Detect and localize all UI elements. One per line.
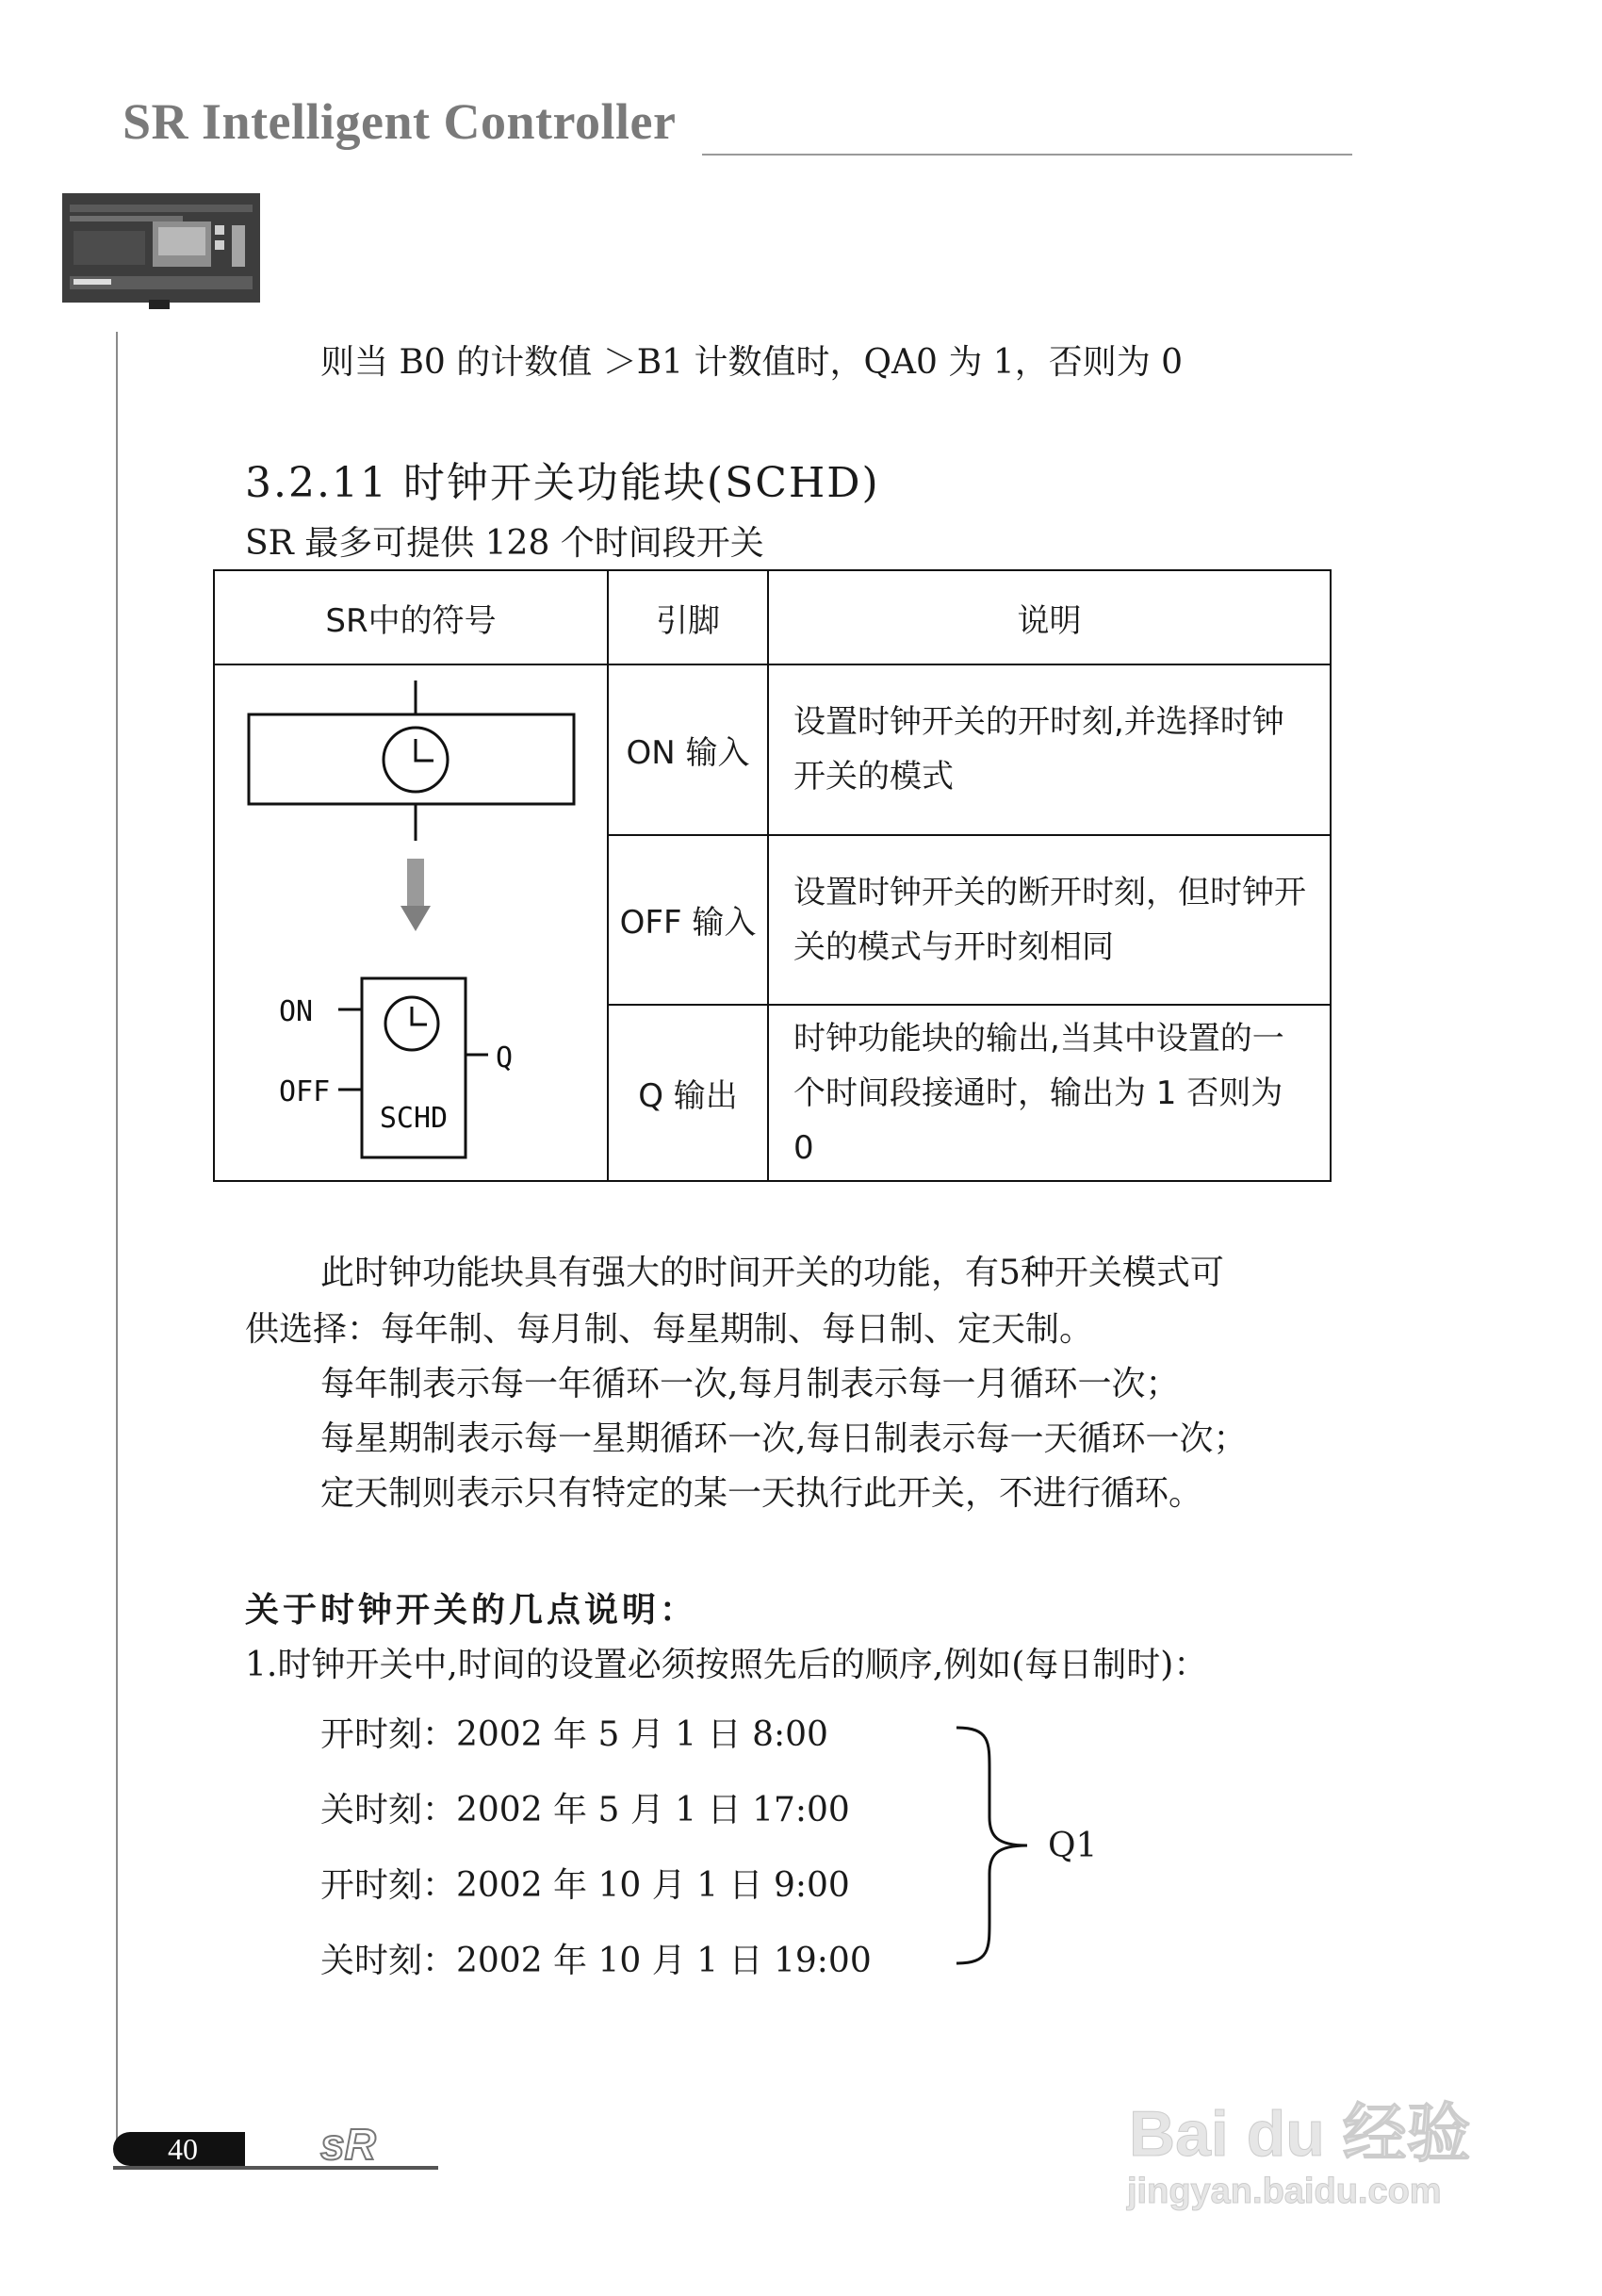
time-entry: 关时刻：2002 年 5 月 1 日 17:00	[320, 1791, 850, 1829]
baidu-watermark-logo: Bai du 经验	[1129, 2098, 1471, 2170]
schd-symbol-diagram	[215, 665, 607, 1180]
schd-clock-hands	[412, 1007, 427, 1025]
body-para1-line2: 供选择：每年制、每月制、每星期制、每日制、定天制。	[245, 1310, 1094, 1349]
clock-hands	[416, 739, 433, 761]
on-pin-label: ON	[279, 995, 314, 1028]
pin-off-input: OFF 输入	[608, 835, 768, 1006]
section-subtitle: SR 最多可提供 128 个时间段开关	[245, 524, 764, 563]
off-pin-label: OFF	[279, 1075, 331, 1108]
section-heading: 3.2.11 时钟开关功能块(SCHD)	[245, 459, 880, 507]
symbol-cell	[214, 664, 608, 1181]
arrow-shaft	[407, 859, 424, 906]
controller-photo	[62, 193, 260, 303]
controller-photo-tab	[149, 300, 170, 309]
notes-item-1: 1.时钟开关中,时间的设置必须按照先后的顺序,例如(每日制时)：	[245, 1646, 1208, 1684]
footer-rule	[113, 2166, 438, 2170]
desc-off-input: 设置时钟开关的断开时刻，但时钟开关的模式与开时刻相同	[768, 835, 1331, 1006]
intro-line: 则当 B0 的计数值 ＞B1 计数值时，QA0 为 1，否则为 0	[320, 343, 1184, 382]
group-brace	[952, 1723, 1037, 1968]
table-header-row	[214, 570, 1331, 664]
notes-heading: 关于时钟开关的几点说明：	[245, 1590, 698, 1630]
table-row	[214, 664, 1331, 835]
header-rule	[702, 154, 1352, 156]
desc-on-input: 设置时钟开关的开时刻,并选择时钟开关的模式	[768, 664, 1331, 835]
margin-rule	[116, 332, 118, 2151]
arrow-down-icon	[400, 906, 431, 931]
time-entry: 开时刻：2002 年 10 月 1 日 9:00	[320, 1866, 850, 1905]
controller-illustration	[62, 193, 260, 303]
body-para4: 定天制则表示只有特定的某一天执行此开关，不进行循环。	[320, 1474, 1203, 1513]
table-header-symbol: SR中的符号	[214, 570, 608, 664]
page-number: 40	[168, 2132, 198, 2166]
time-entry: 开时刻：2002 年 5 月 1 日 8:00	[320, 1715, 828, 1754]
group-label-q1: Q1	[1048, 1827, 1098, 1865]
pin-on-input: ON 输入	[608, 664, 768, 835]
body-para2: 每年制表示每一年循环一次,每月制表示每一月循环一次；	[320, 1365, 1180, 1403]
body-para3: 每星期制表示每一星期循环一次,每日制表示每一天循环一次；	[320, 1419, 1248, 1458]
pin-table	[213, 569, 1332, 1182]
pin-q-output: Q 输出	[608, 1005, 768, 1181]
document-header-title: SR Intelligent Controller	[123, 93, 677, 150]
table-header-description: 说明	[768, 570, 1331, 664]
footer-sr-logo: sR	[320, 2120, 376, 2169]
body-para1-line1: 此时钟功能块具有强大的时间开关的功能，有5种开关模式可	[320, 1254, 1224, 1292]
time-entry: 关时刻：2002 年 10 月 1 日 19:00	[320, 1942, 872, 1980]
schd-block-label: SCHD	[379, 1102, 449, 1135]
q-pin-label: Q	[496, 1041, 514, 1074]
table-header-pin: 引脚	[608, 570, 768, 664]
baidu-watermark-url: jingyan.baidu.com	[1127, 2172, 1442, 2211]
desc-q-output: 时钟功能块的输出,当其中设置的一个时间段接通时，输出为 1 否则为 0	[768, 1005, 1331, 1181]
